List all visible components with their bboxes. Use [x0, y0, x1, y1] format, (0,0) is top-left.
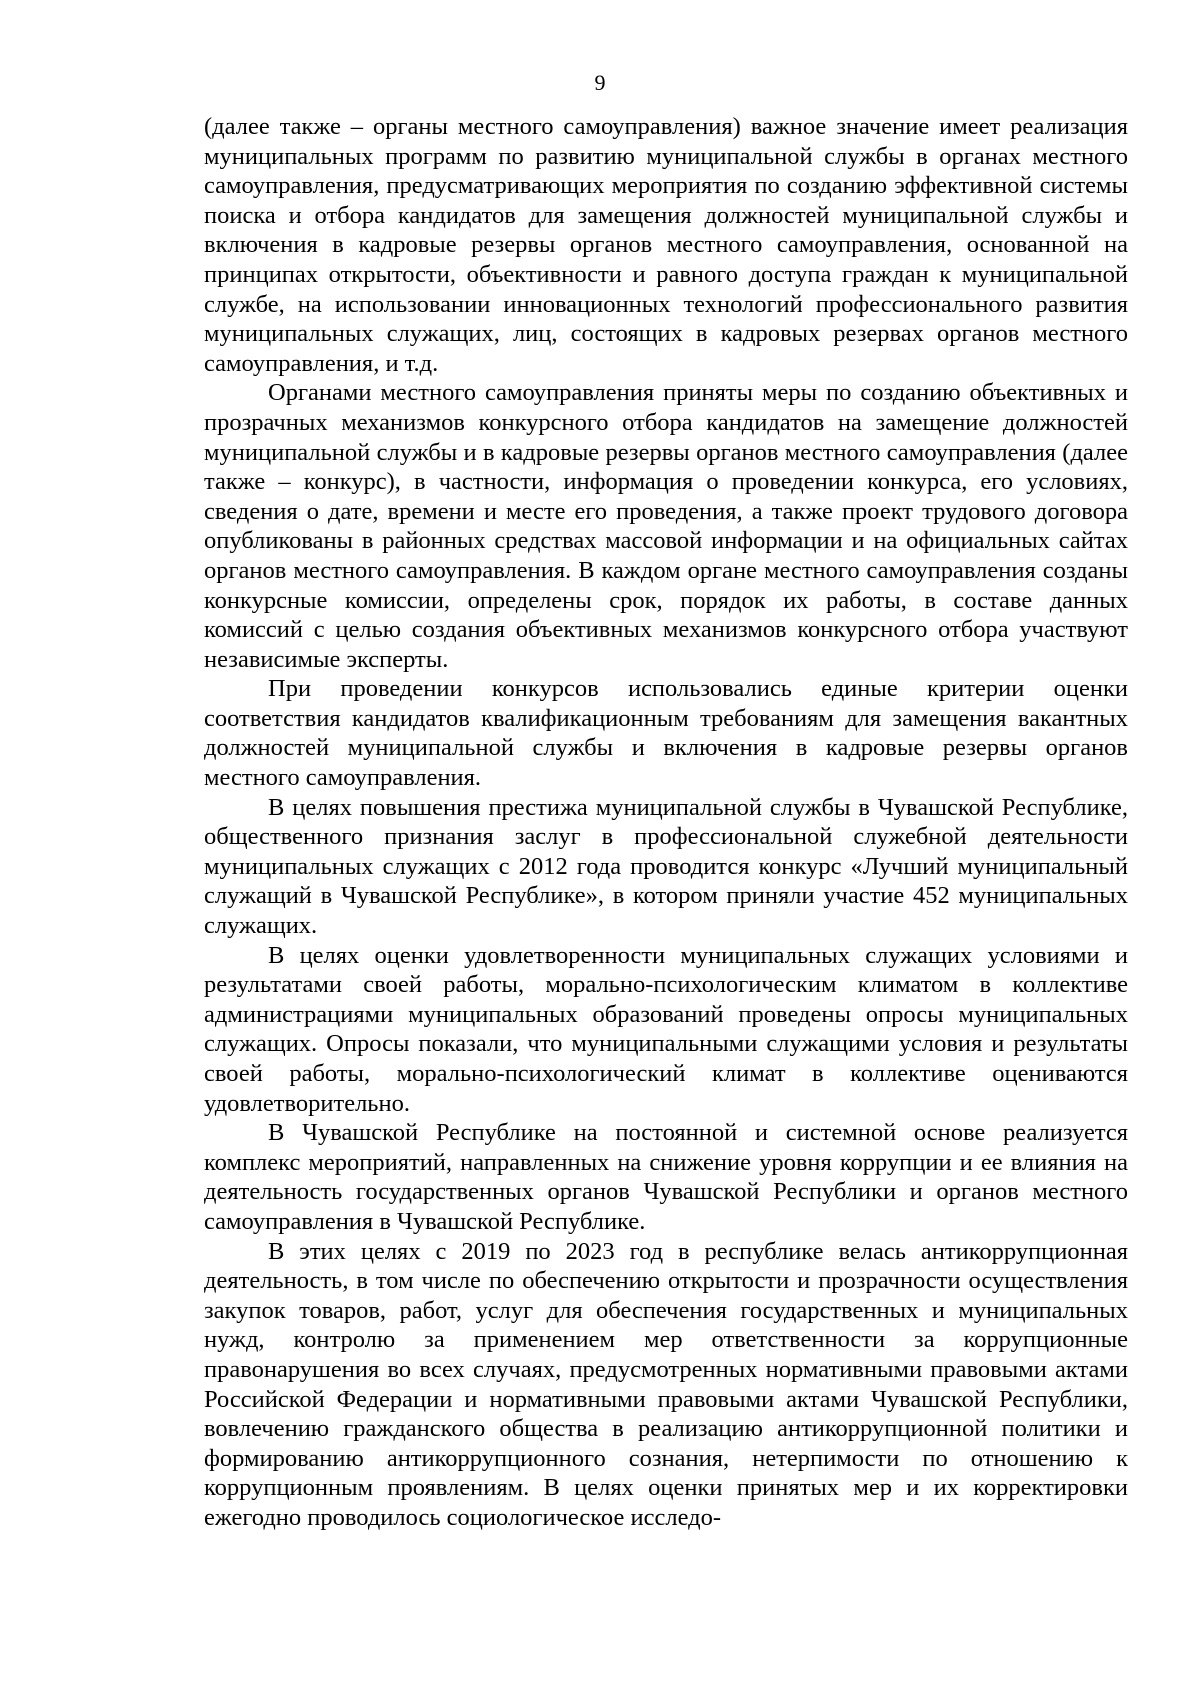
document-body: [204, 112, 1128, 1533]
paragraph-evaluation-criteria: При проведении конкурсов использовались единые критерии оценки соответствия кандидатов квалификационным требованиям для замещения вакантных должностей муниципальной службы и включения в кадровые резервы органов местного самоуправления.: [204, 675, 1128, 792]
paragraph-continuation: (далее также – органы местного самоуправления) важное значение имеет реализация муниципальных программ по развитию муниципальной службы в органах местного самоуправления, предусматривающих мероприятия по созданию эффективной системы поиска и отбора кандидатов для замещения должностей муниципальной службы и включения в кадровые резервы органов местного самоуправления, основанной на принципах открытости, объективности и равного доступа граждан к муниципальной службе, на использовании инновационных технологий профессионального развития муниципальных служащих, лиц, состоящих в кадровых резервах органов местного самоуправления, и т.д.: [204, 113, 1128, 377]
page-number: 9: [594, 70, 606, 95]
paragraph-competitive-selection: Органами местного самоуправления приняты меры по созданию объективных и прозрачных механизмов конкурсного отбора кандидатов на замещение должностей муниципальной службы и в кадровые резервы органов местного самоуправления (далее также – конкурс), в частности, информация о проведении конкурса, его условиях, сведения о дате, времени и месте его проведения, а также проект трудового договора опубликованы в районных средствах массовой информации и на официальных сайтах органов местного самоуправления. В каждом органе местного самоуправления созданы конкурсные комиссии, определены срок, порядок их работы, в составе данных комиссий с целью создания объективных механизмов конкурсного отбора участвуют независимые эксперты.: [204, 379, 1128, 673]
paragraph-satisfaction-surveys: В целях оценки удовлетворенности муниципальных служащих условиями и результатами своей работы, морально-психологическим климатом в коллективе администрациями муниципальных образований проведены опросы муниципальных служащих. Опросы показали, что муниципальными служащими условия и результаты своей работы, морально-психологический климат в коллективе оцениваются удовлетворительно.: [204, 941, 1128, 1117]
paragraph-best-employee-contest: В целях повышения престижа муниципальной службы в Чувашской Республике, общественного признания заслуг в профессиональной служебной деятельности муниципальных служащих с 2012 года проводится конкурс «Лучший муниципальный служащий в Чувашской Республике», в котором приняли участие 452 муниципальных служащих.: [204, 793, 1128, 940]
paragraph-anticorruption-activity: В этих целях с 2019 по 2023 год в республике велась антикоррупционная деятельность, в том числе по обеспечению открытости и прозрачности осуществления закупок товаров, работ, услуг для обеспечения государственных и муниципальных нужд, контролю за применением мер ответственности за коррупционные правонарушения во всех случаях, предусмотренных нормативными правовыми актами Российской Федерации и нормативными правовыми актами Чувашской Республики, вовлечению гражданского общества в реализацию антикоррупционной политики и формированию антикоррупционного сознания, нетерпимости по отношению к коррупционным проявлениям. В целях оценки принятых мер и их корректировки ежегодно проводилось социологическое исследо-: [204, 1237, 1128, 1531]
paragraph-anticorruption-measures: В Чувашской Республике на постоянной и системной основе реализуется комплекс мероприятий, направленных на снижение уровня коррупции и ее влияния на деятельность государственных органов Чувашской Республики и органов местного самоуправления в Чувашской Республике.: [204, 1119, 1128, 1235]
